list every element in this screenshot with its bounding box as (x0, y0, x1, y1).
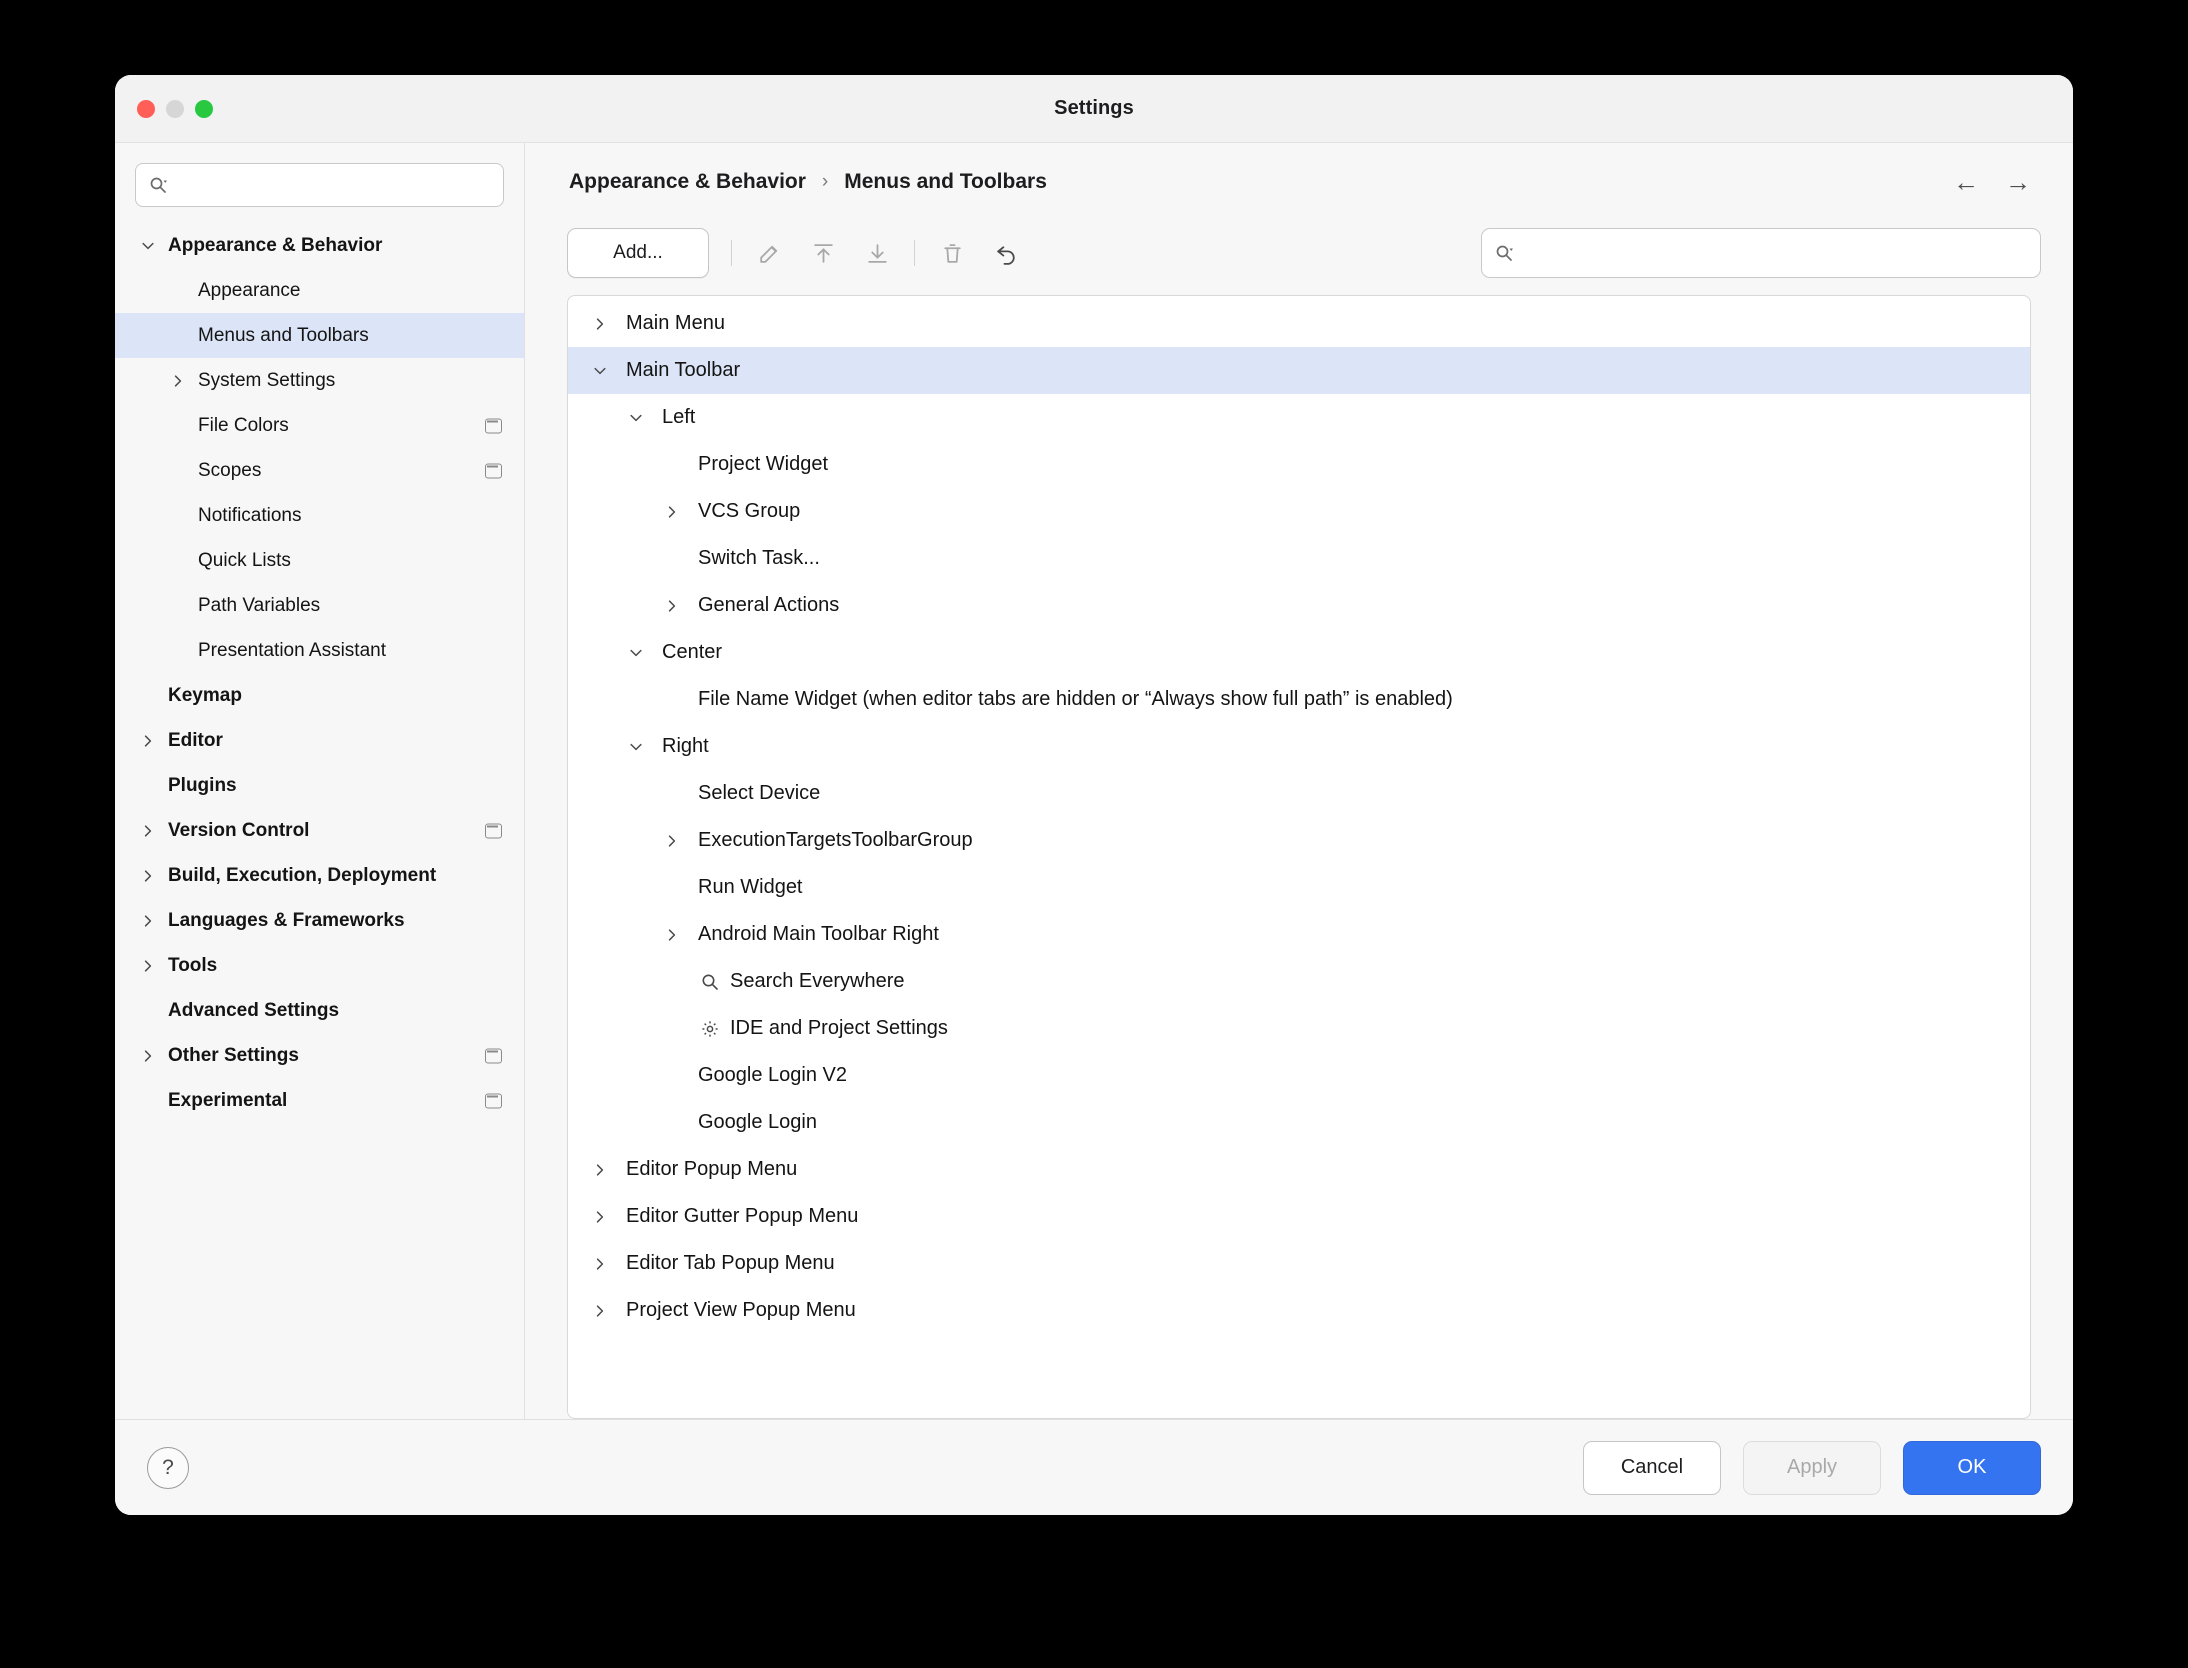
tree-row-label: Google Login (698, 1111, 817, 1133)
chevron-right-icon[interactable] (137, 865, 159, 887)
tree-row[interactable] (568, 911, 2030, 958)
navigation-arrows (1953, 169, 2041, 195)
tree-row[interactable] (568, 817, 2030, 864)
project-scope-icon (485, 463, 502, 478)
chevron-right-icon[interactable] (588, 1252, 612, 1276)
tree-row[interactable] (568, 1240, 2030, 1287)
tree-row[interactable] (568, 1099, 2030, 1146)
tree-row[interactable] (568, 1052, 2030, 1099)
sidebar-item-label: Plugins (168, 774, 237, 796)
toolbar-search-container (1481, 228, 2041, 278)
tree-row-label: Project Widget (698, 453, 829, 475)
breadcrumb-separator: › (821, 171, 829, 192)
title-bar (115, 75, 2073, 143)
sidebar-item-notifications[interactable] (115, 493, 524, 538)
sidebar-item-label: Editor (168, 729, 223, 751)
tree-row[interactable] (568, 488, 2030, 535)
window-controls (137, 100, 213, 118)
chevron-right-icon[interactable] (137, 1045, 159, 1067)
tree-row-label: ExecutionTargetsToolbarGroup (698, 829, 973, 851)
edit-icon[interactable] (742, 230, 796, 276)
chevron-right-icon[interactable] (660, 594, 684, 618)
tree-row-label: Main Menu (626, 312, 725, 334)
tree-row[interactable] (568, 1146, 2030, 1193)
sidebar-item-build-execution-deployment[interactable] (115, 853, 524, 898)
sidebar-item-editor[interactable] (115, 718, 524, 763)
sidebar-item-label: Quick Lists (198, 549, 291, 571)
toolbar-divider-2 (914, 240, 915, 266)
tree-row[interactable] (568, 441, 2030, 488)
chevron-right-icon[interactable] (588, 312, 612, 336)
sidebar-item-label: Notifications (198, 504, 302, 526)
chevron-right-icon[interactable] (588, 1205, 612, 1229)
sidebar-item-version-control[interactable] (115, 808, 524, 853)
sidebar-item-appearance[interactable] (115, 268, 524, 313)
chevron-down-icon[interactable] (588, 359, 612, 383)
chevron-right-icon[interactable] (588, 1158, 612, 1182)
tree-row[interactable] (568, 958, 2030, 1005)
tree-row[interactable] (568, 535, 2030, 582)
tree-row[interactable] (568, 1287, 2030, 1334)
sidebar-item-label: Tools (168, 954, 218, 976)
chevron-right-icon[interactable] (660, 923, 684, 947)
minimize-window-button[interactable] (166, 100, 184, 118)
tree-row-label: IDE and Project Settings (730, 1017, 948, 1039)
project-scope-icon (485, 418, 502, 433)
tree-row[interactable] (568, 394, 2030, 441)
restore-icon[interactable] (979, 230, 1033, 276)
tree-row-label: Android Main Toolbar Right (698, 923, 939, 945)
tree-row[interactable] (568, 723, 2030, 770)
settings-sidebar (115, 143, 525, 1419)
sidebar-search-input[interactable] (174, 176, 503, 195)
sidebar-item-advanced-settings[interactable] (115, 988, 524, 1033)
add-button[interactable]: Add... (567, 228, 709, 278)
move-down-icon[interactable] (850, 230, 904, 276)
tree-row-label: General Actions (698, 594, 840, 616)
sidebar-item-label: Version Control (168, 819, 310, 841)
sidebar-item-label: File Colors (198, 414, 289, 436)
breadcrumb-root[interactable]: Appearance & Behavior (569, 170, 806, 193)
sidebar-item-label: Languages & Frameworks (168, 909, 405, 931)
sidebar-item-languages-frameworks[interactable] (115, 898, 524, 943)
sidebar-item-keymap[interactable] (115, 673, 524, 718)
sidebar-item-other-settings[interactable] (115, 1033, 524, 1078)
forward-arrow-icon[interactable]: → (2005, 167, 2031, 197)
zoom-window-button[interactable] (195, 100, 213, 118)
tree-row[interactable] (568, 1005, 2030, 1052)
breadcrumb (553, 143, 2045, 221)
sidebar-item-label: Menus and Toolbars (198, 324, 369, 346)
sidebar-item-system-settings[interactable] (115, 358, 524, 403)
sidebar-item-experimental[interactable] (115, 1078, 524, 1123)
sidebar-item-label: Path Variables (198, 594, 321, 616)
search-icon (698, 970, 722, 994)
tree-row-label: File Name Widget (when editor tabs are hidden or “Always show full path” is enabled) (698, 688, 1453, 710)
chevron-down-icon[interactable] (624, 406, 648, 430)
tree-row-label: Select Device (698, 782, 821, 804)
tree-row-label: Google Login V2 (698, 1064, 848, 1086)
tree-row[interactable] (568, 347, 2030, 394)
sidebar-item-label: Advanced Settings (168, 999, 340, 1021)
chevron-down-icon[interactable] (624, 641, 648, 665)
window-body (115, 143, 2073, 1419)
sidebar-item-label: Experimental (168, 1089, 288, 1111)
chevron-right-icon[interactable] (167, 370, 189, 392)
sidebar-item-path-variables[interactable] (115, 583, 524, 628)
project-scope-icon (485, 1048, 502, 1063)
chevron-right-icon[interactable] (660, 500, 684, 524)
close-window-button[interactable] (137, 100, 155, 118)
tree-row[interactable] (568, 629, 2030, 676)
tree-row[interactable] (568, 582, 2030, 629)
sidebar-item-plugins[interactable] (115, 763, 524, 808)
ok-button[interactable]: OK (1903, 1441, 2041, 1495)
help-button[interactable]: ? (147, 1447, 189, 1489)
tree-row-label: Editor Tab Popup Menu (626, 1252, 835, 1274)
move-up-icon[interactable] (796, 230, 850, 276)
tree-row-label: Search Everywhere (730, 970, 905, 992)
chevron-right-icon[interactable] (660, 829, 684, 853)
sidebar-item-label: Other Settings (168, 1044, 299, 1066)
gear-icon (698, 1017, 722, 1041)
sidebar-search-box[interactable] (135, 163, 504, 207)
sidebar-item-file-colors[interactable] (115, 403, 524, 448)
sidebar-item-tools[interactable] (115, 943, 524, 988)
project-scope-icon (485, 1093, 502, 1108)
toolbar-divider-1 (731, 240, 732, 266)
sidebar-item-appearance-behavior[interactable] (115, 223, 524, 268)
chevron-down-icon[interactable] (624, 735, 648, 759)
window-title: Settings (1054, 97, 1134, 119)
settings-window (115, 75, 2073, 1515)
tree-row-label: Editor Gutter Popup Menu (626, 1205, 859, 1227)
sidebar-item-label: Scopes (198, 459, 262, 481)
tree-row[interactable] (568, 770, 2030, 817)
chevron-right-icon[interactable] (137, 820, 159, 842)
settings-category-tree (115, 223, 524, 1123)
tree-row-label: VCS Group (698, 500, 801, 522)
menus-and-toolbars-tree[interactable] (567, 295, 2031, 1419)
tree-row-label: Run Widget (698, 876, 803, 898)
search-icon (149, 176, 167, 194)
chevron-down-icon[interactable] (137, 235, 159, 257)
sidebar-item-label: Appearance (198, 279, 301, 301)
chevron-right-icon[interactable] (137, 730, 159, 752)
sidebar-item-label: Build, Execution, Deployment (168, 864, 437, 886)
delete-icon[interactable] (925, 230, 979, 276)
toolbar-search-input[interactable] (1520, 244, 2040, 263)
toolbar-search-box[interactable] (1481, 228, 2041, 278)
sidebar-item-label: Appearance & Behavior (168, 234, 383, 256)
sidebar-item-label: System Settings (198, 369, 336, 391)
tree-row[interactable] (568, 864, 2030, 911)
apply-button[interactable]: Apply (1743, 1441, 1881, 1495)
tree-row[interactable] (568, 300, 2030, 347)
settings-main-panel (525, 143, 2073, 1419)
sidebar-search-container (115, 143, 524, 217)
breadcrumb-leaf: Menus and Toolbars (844, 170, 1047, 193)
sidebar-item-menus-and-toolbars[interactable] (115, 313, 524, 358)
chevron-right-icon[interactable] (588, 1299, 612, 1323)
menus-toolbar-actions (553, 221, 2045, 285)
project-scope-icon (485, 823, 502, 838)
tree-row-label: Main Toolbar (626, 359, 741, 381)
cancel-button[interactable]: Cancel (1583, 1441, 1721, 1495)
tree-row-label: Left (662, 406, 696, 428)
tree-row-label: Project View Popup Menu (626, 1299, 856, 1321)
footer-actions (1583, 1441, 2041, 1495)
sidebar-item-quick-lists[interactable] (115, 538, 524, 583)
sidebar-item-presentation-assistant[interactable] (115, 628, 524, 673)
tree-row-label: Right (662, 735, 709, 757)
chevron-right-icon[interactable] (137, 910, 159, 932)
search-icon (1495, 244, 1513, 262)
dialog-footer (115, 1419, 2073, 1515)
tree-row-label: Center (662, 641, 723, 663)
sidebar-item-scopes[interactable] (115, 448, 524, 493)
tree-row[interactable] (568, 1193, 2030, 1240)
sidebar-item-label: Presentation Assistant (198, 639, 386, 661)
sidebar-item-label: Keymap (168, 684, 242, 706)
back-arrow-icon[interactable]: ← (1953, 167, 1979, 197)
tree-row-label: Switch Task... (698, 547, 820, 569)
tree-row-label: Editor Popup Menu (626, 1158, 798, 1180)
tree-row[interactable] (568, 676, 2030, 723)
chevron-right-icon[interactable] (137, 955, 159, 977)
